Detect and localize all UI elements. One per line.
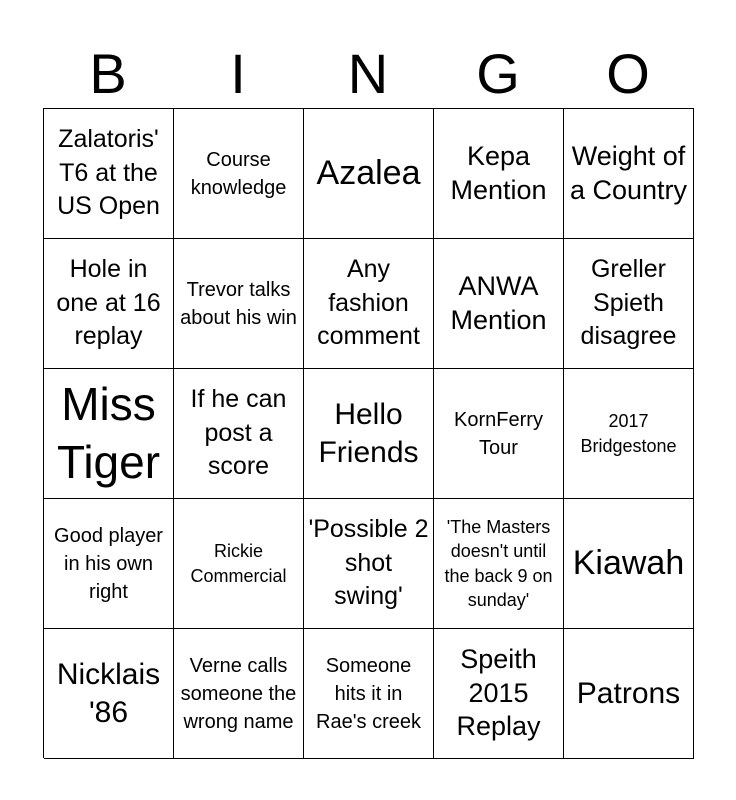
bingo-cell-text: ANWA Mention xyxy=(450,270,547,335)
bingo-cell-r5-c4[interactable] xyxy=(434,629,564,759)
bingo-cell-text: Verne calls someone the wrong name xyxy=(180,654,297,733)
bingo-cell-r4-c5[interactable] xyxy=(564,499,694,629)
bingo-cell-text: Speith 2015 Replay xyxy=(456,643,541,742)
header-letter-b: B xyxy=(89,42,127,105)
header-letter-n: N xyxy=(347,42,389,105)
bingo-cell-text: Kiawah xyxy=(572,543,685,582)
bingo-cell-text: Hello Friends xyxy=(318,398,419,469)
bingo-cell-text: Patrons xyxy=(576,676,681,710)
bingo-cell-r3-c5[interactable] xyxy=(564,369,694,499)
bingo-cell-text: Good player in his own right xyxy=(54,524,163,603)
header-letter-o: O xyxy=(606,42,650,105)
bingo-cell-text: Zalatoris' T6 at the US Open xyxy=(57,124,160,221)
bingo-cell-r1-c3[interactable] xyxy=(304,109,434,239)
bingo-cell-text: 'Possible 2 shot swing' xyxy=(308,514,429,611)
bingo-cell-r5-c3[interactable] xyxy=(304,629,434,759)
bingo-cell-r4-c3[interactable] xyxy=(304,499,434,629)
bingo-cell-r1-c1[interactable] xyxy=(44,109,174,239)
bingo-cell-r5-c2[interactable] xyxy=(174,629,304,759)
bingo-cell-text: Nicklais '86 xyxy=(56,658,161,729)
bingo-cell-text: 'The Masters doesn't until the back 9 on sunday' xyxy=(444,516,553,610)
bingo-cell-text: 2017 Bridgestone xyxy=(580,411,677,456)
bingo-cell-r2-c3[interactable] xyxy=(304,239,434,369)
bingo-cell-r1-c5[interactable] xyxy=(564,109,694,239)
bingo-cell-text: Azalea xyxy=(316,153,421,192)
bingo-cell-text: Miss Tiger xyxy=(56,378,161,488)
bingo-cell-r5-c1[interactable] xyxy=(44,629,174,759)
bingo-cell-r3-c4[interactable] xyxy=(434,369,564,499)
bingo-cell-text: Someone hits it in Rae's creek xyxy=(316,654,421,733)
bingo-cell-text: Kepa Mention xyxy=(450,140,547,205)
bingo-cell-r5-c5[interactable] xyxy=(564,629,694,759)
bingo-header xyxy=(43,40,693,108)
bingo-cell-text: Any fashion comment xyxy=(317,254,420,351)
bingo-cell-text: Weight of a Country xyxy=(569,140,688,205)
header-letter-g: G xyxy=(476,42,520,105)
bingo-cell-text: Greller Spieth disagree xyxy=(580,254,677,351)
bingo-cell-r1-c4[interactable] xyxy=(434,109,564,239)
bingo-cell-text: If he can post a score xyxy=(190,384,287,481)
bingo-cell-text: Course knowledge xyxy=(190,148,287,199)
bingo-cell-r3-c3[interactable] xyxy=(304,369,434,499)
bingo-cell-text: Rickie Commercial xyxy=(190,541,287,586)
bingo-cell-r2-c4[interactable] xyxy=(434,239,564,369)
bingo-cell-text: KornFerry Tour xyxy=(454,408,543,459)
bingo-cell-r3-c2[interactable] xyxy=(174,369,304,499)
bingo-cell-text: Hole in one at 16 replay xyxy=(56,254,161,351)
bingo-cell-r1-c2[interactable] xyxy=(174,109,304,239)
bingo-cell-r2-c5[interactable] xyxy=(564,239,694,369)
header-letter-i: I xyxy=(230,42,246,105)
bingo-cell-text: Trevor talks about his win xyxy=(180,278,297,329)
bingo-cell-r4-c1[interactable] xyxy=(44,499,174,629)
bingo-cell-r2-c2[interactable] xyxy=(174,239,304,369)
bingo-cell-r4-c2[interactable] xyxy=(174,499,304,629)
bingo-cell-r3-c1[interactable] xyxy=(44,369,174,499)
bingo-cell-r4-c4[interactable] xyxy=(434,499,564,629)
bingo-cell-r2-c1[interactable] xyxy=(44,239,174,369)
bingo-board xyxy=(43,108,694,758)
